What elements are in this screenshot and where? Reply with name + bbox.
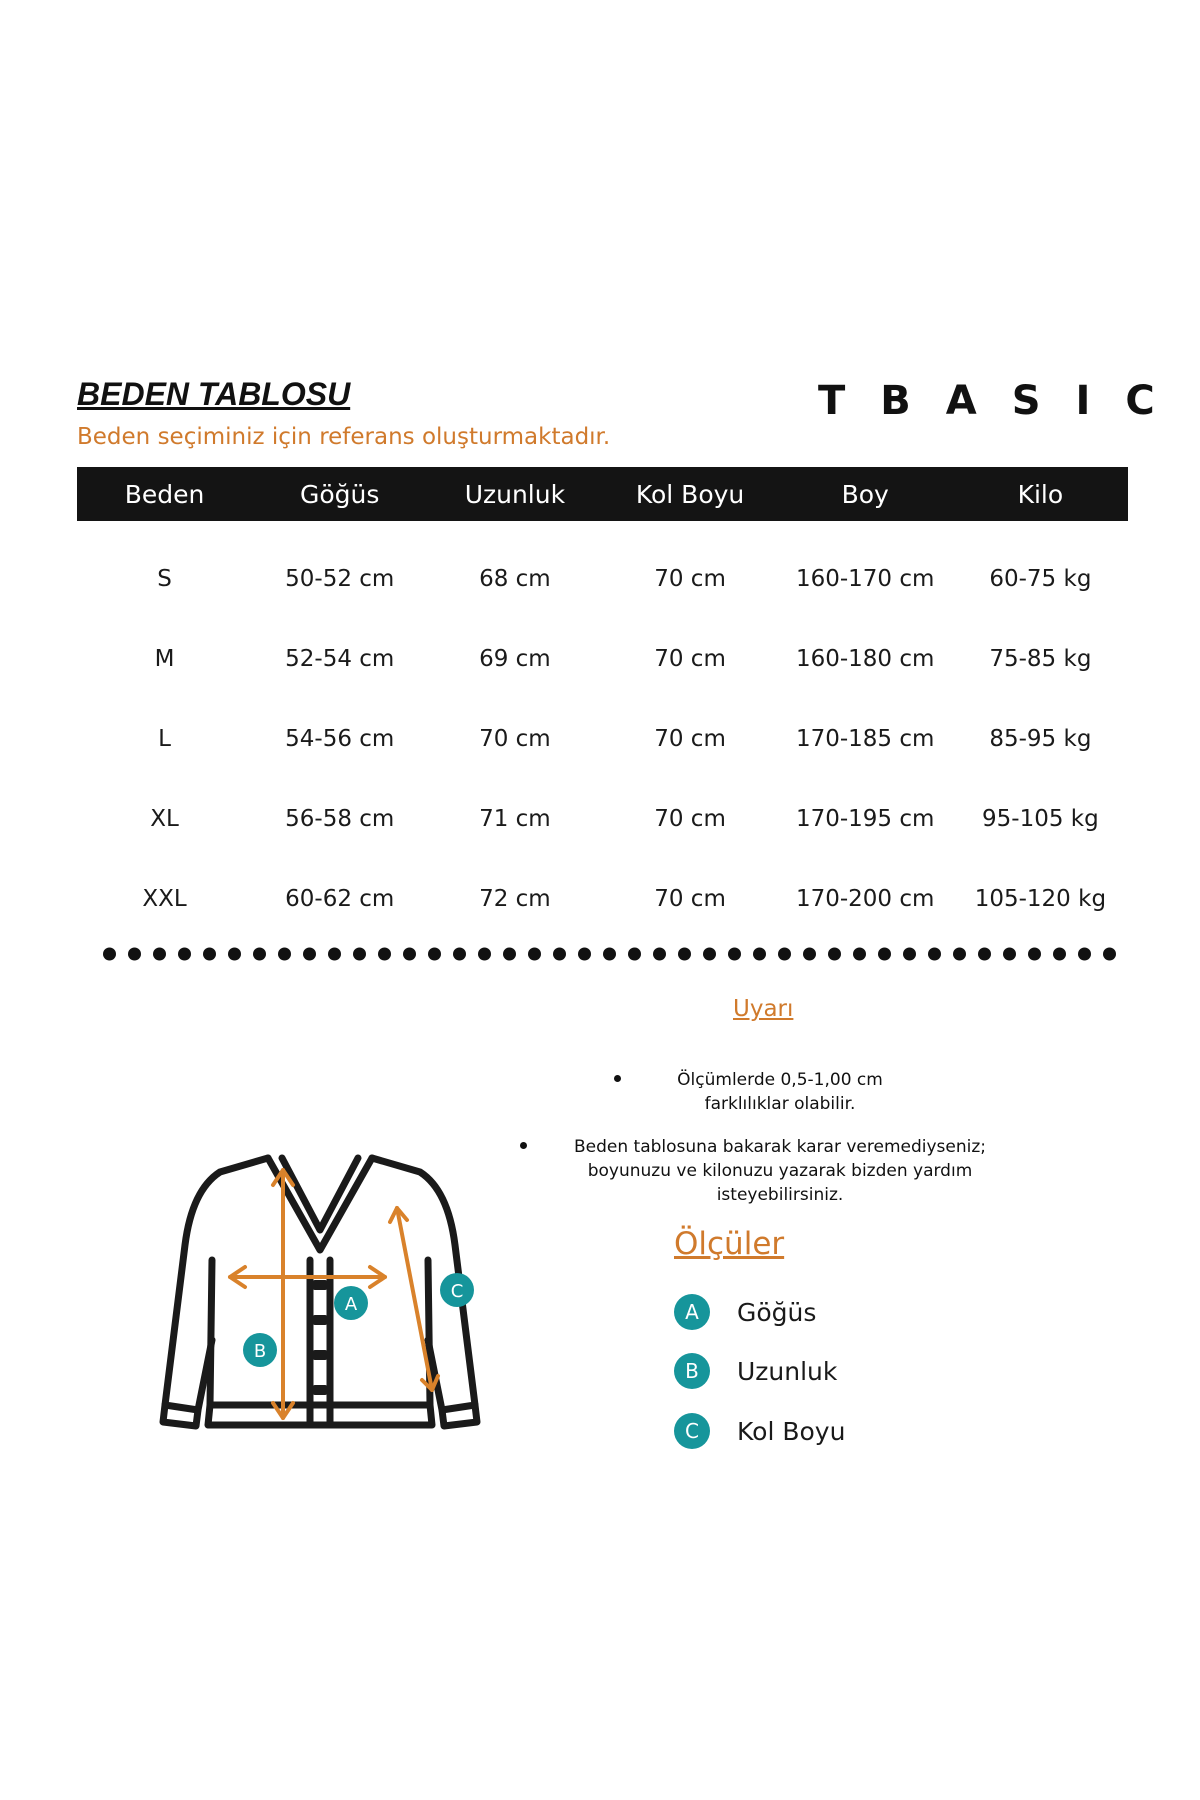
- table-cell: 105-120 kg: [974, 886, 1107, 912]
- warning-title: Uyarı: [733, 996, 794, 1022]
- table-cell: 70 cm: [654, 806, 726, 832]
- legend-badge: B: [674, 1353, 710, 1389]
- divider-dot: [403, 948, 416, 961]
- table-cell: XL: [150, 806, 179, 832]
- size-table: [77, 467, 1128, 939]
- divider-dot: [503, 948, 516, 961]
- dotted-divider: [103, 945, 1118, 963]
- table-row: [77, 779, 1128, 859]
- legend-label: Göğüs: [737, 1297, 817, 1327]
- divider-dot: [353, 948, 366, 961]
- divider-dot: [128, 948, 141, 961]
- table-row: [77, 699, 1128, 779]
- divider-dot: [603, 948, 616, 961]
- table-cell: 72 cm: [479, 886, 551, 912]
- column-header: Göğüs: [300, 479, 380, 509]
- table-cell: 70 cm: [654, 646, 726, 672]
- divider-dot: [578, 948, 591, 961]
- table-cell: 56-58 cm: [285, 806, 395, 832]
- divider-dot: [528, 948, 541, 961]
- divider-dot: [1078, 948, 1091, 961]
- legend-item-kol-boyu: [674, 1411, 845, 1451]
- table-cell: 70 cm: [479, 726, 551, 752]
- divider-dot: [628, 948, 641, 961]
- table-cell: L: [158, 726, 171, 752]
- divider-dot: [703, 948, 716, 961]
- column-header: Kol Boyu: [635, 479, 745, 509]
- table-cell: XXL: [142, 886, 187, 912]
- divider-dot: [103, 948, 116, 961]
- legend-item-gogus: [674, 1292, 816, 1332]
- legend-item-uzunluk: [674, 1351, 837, 1391]
- brand-logo: TBASIC: [818, 378, 1190, 424]
- page-subtitle: Beden seçiminiz için referans oluşturmaktadır.: [77, 424, 611, 450]
- divider-dot: [753, 948, 766, 961]
- divider-dot: [853, 948, 866, 961]
- divider-dot: [978, 948, 991, 961]
- table-cell: 50-52 cm: [285, 566, 395, 592]
- table-cell: 52-54 cm: [285, 646, 395, 672]
- table-cell: 70 cm: [654, 566, 726, 592]
- table-cell: 54-56 cm: [285, 726, 395, 752]
- divider-dot: [903, 948, 916, 961]
- column-header: Boy: [841, 479, 889, 509]
- table-cell: 69 cm: [479, 646, 551, 672]
- cardigan-measurement-icon: [150, 1150, 490, 1435]
- table-cell: 60-75 kg: [989, 566, 1092, 592]
- table-cell: 160-170 cm: [795, 566, 935, 592]
- table-cell: 95-105 kg: [982, 806, 1099, 832]
- bullet-dot: [614, 1075, 621, 1082]
- legend-label: Kol Boyu: [737, 1416, 846, 1446]
- badge-b-label: B: [253, 1341, 267, 1362]
- divider-dot: [678, 948, 691, 961]
- divider-dot: [378, 948, 391, 961]
- legend-badge: A: [674, 1294, 710, 1330]
- table-cell: 170-185 cm: [795, 726, 935, 752]
- table-cell: 70 cm: [654, 886, 726, 912]
- warning-note: Beden tablosuna bakarak karar veremediyseniz; boyunuzu ve kilonuzu yazarak bizden yardım isteyebilirsiniz.: [573, 1137, 987, 1205]
- divider-dot: [428, 948, 441, 961]
- column-header: Uzunluk: [464, 479, 566, 509]
- table-cell: 75-85 kg: [989, 646, 1092, 672]
- table-cell: 68 cm: [479, 566, 551, 592]
- divider-dot: [1003, 948, 1016, 961]
- divider-dot: [153, 948, 166, 961]
- measures-title: Ölçüler: [674, 1226, 785, 1262]
- bullet-dot: [520, 1142, 527, 1149]
- badge-b: [243, 1333, 277, 1367]
- table-cell: 71 cm: [479, 806, 551, 832]
- table-cell: M: [154, 646, 175, 672]
- divider-dot: [328, 948, 341, 961]
- table-cell: 60-62 cm: [285, 886, 395, 912]
- badge-a-label: A: [344, 1294, 358, 1315]
- divider-dot: [303, 948, 316, 961]
- column-header: Kilo: [1017, 479, 1064, 509]
- divider-dot: [828, 948, 841, 961]
- divider-dot: [728, 948, 741, 961]
- table-cell: 170-195 cm: [795, 806, 935, 832]
- badge-c: [440, 1273, 474, 1307]
- divider-dot: [253, 948, 266, 961]
- divider-dot: [878, 948, 891, 961]
- table-cell: 170-200 cm: [795, 886, 935, 912]
- divider-dot: [478, 948, 491, 961]
- warning-note: Ölçümlerde 0,5-1,00 cm farklılıklar olabilir.: [677, 1070, 883, 1114]
- divider-dot: [203, 948, 216, 961]
- column-header: Beden: [124, 479, 205, 509]
- table-row: [77, 859, 1128, 939]
- divider-dot: [1028, 948, 1041, 961]
- divider-dot: [778, 948, 791, 961]
- table-cell: 160-180 cm: [795, 646, 935, 672]
- badge-c-label: C: [450, 1281, 464, 1302]
- divider-dot: [453, 948, 466, 961]
- table-header-row: [77, 467, 1128, 521]
- badge-a: [334, 1286, 368, 1320]
- divider-dot: [553, 948, 566, 961]
- legend-label: Uzunluk: [737, 1356, 838, 1386]
- table-row: [77, 619, 1128, 699]
- divider-dot: [1053, 948, 1066, 961]
- divider-dot: [228, 948, 241, 961]
- table-row: [77, 521, 1128, 619]
- table-cell: 70 cm: [654, 726, 726, 752]
- page-title: BEDEN TABLOSU: [77, 376, 351, 412]
- divider-dot: [1103, 948, 1116, 961]
- divider-dot: [178, 948, 191, 961]
- divider-dot: [953, 948, 966, 961]
- divider-dot: [278, 948, 291, 961]
- table-cell: 85-95 kg: [989, 726, 1092, 752]
- divider-dot: [928, 948, 941, 961]
- divider-dot: [803, 948, 816, 961]
- legend-badge: C: [674, 1413, 710, 1449]
- table-cell: S: [157, 566, 172, 592]
- divider-dot: [653, 948, 666, 961]
